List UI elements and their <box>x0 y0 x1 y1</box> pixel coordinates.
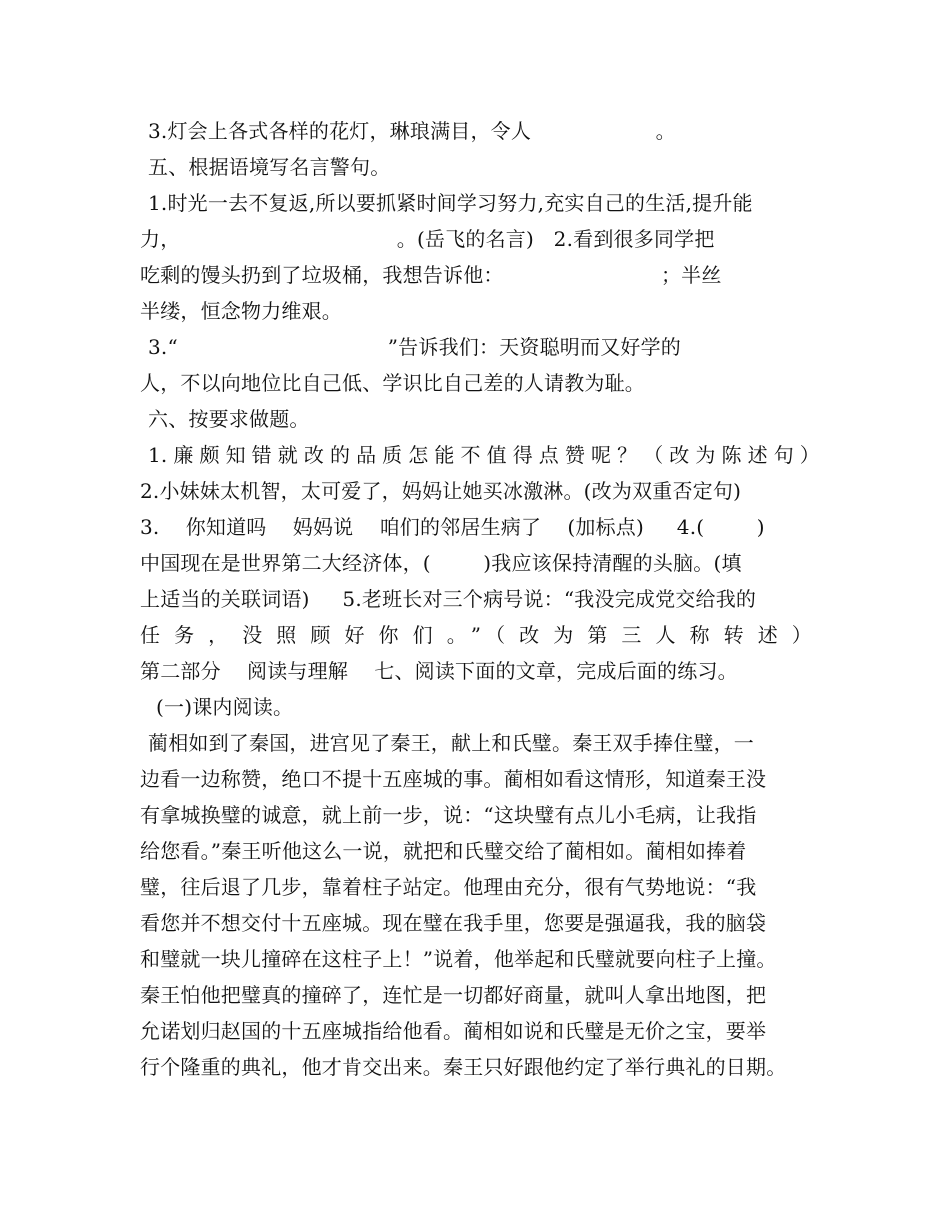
reading-1-heading: (一)课内阅读。 <box>156 695 294 719</box>
passage-line-3: 有拿城换璧的诚意，就上前一步，说：“这块璧有点儿小毛病，让我指 <box>140 803 757 827</box>
q5-item-1: 1.时光一去不复返,所以要抓紧时间学习努力,充实自己的生活,提升能 <box>148 191 753 215</box>
q5-item-3-cont: 人，不以向地位比自己低、学识比自己差的人请教为耻。 <box>140 371 645 395</box>
passage-line-7: 和璧就一块儿撞碎在这柱子上！”说着，他举起和氏璧就要向柱子上撞。 <box>140 947 777 971</box>
q6-item-3-4: 3. 你知道吗 妈妈说 咱们的邻居生病了 (加标点) 4.( ) <box>140 515 765 539</box>
passage-line-2: 边看一边称赞，绝口不提十五座城的事。蔺相如看这情形，知道秦王没 <box>140 767 767 791</box>
q6-item-2: 2.小妹妹太机智，太可爱了，妈妈让她买冰激淋。(改为双重否定句) <box>140 479 742 503</box>
passage-line-8: 秦王怕他把璧真的撞碎了，连忙是一切都好商量，就叫人拿出地图，把 <box>140 983 767 1007</box>
q6-item-5-cont: 任务，没照顾好你们。”（改为第三人称转述） <box>140 623 812 647</box>
q5-item-2-cont: 半缕，恒念物力维艰。 <box>140 299 342 323</box>
passage-line-9: 允诺划归赵国的十五座城指给他看。蔺相如说和氏璧是无价之宝，要举 <box>140 1019 767 1043</box>
section-5-heading: 五、根据语境写名言警句。 <box>148 155 391 179</box>
q4-item-3: 3.灯会上各式各样的花灯，琳琅满目，令人 。 <box>148 119 676 143</box>
passage-line-10: 行个隆重的典礼，他才肯交出来。秦王只好跟他约定了举行典礼的日期。 <box>140 1055 787 1079</box>
q5-item-1-cont: 力， 。(岳飞的名言) 2.看到很多同学把 <box>140 227 715 251</box>
q5-item-3: 3.“ ”告诉我们：天资聪明而又好学的 <box>148 335 681 359</box>
part-2-heading: 第二部分 阅读与理解 七、阅读下面的文章，完成后面的练习。 <box>140 659 738 683</box>
q6-item-1: 1.廉颇知错就改的品质怎能不值得点赞呢？（改为陈述句） <box>148 443 820 467</box>
passage-line-5: 璧，往后退了几步，靠着柱子站定。他理由充分，很有气势地说：“我 <box>140 875 757 899</box>
q5-item-2: 吃剩的馒头扔到了垃圾桶，我想告诉他： ；半丝 <box>140 263 722 287</box>
q6-item-4-cont: 中国现在是世界第二大经济体，( )我应该保持清醒的头脑。(填 <box>140 551 742 575</box>
q6-item-5: 上适当的关联词语) 5.老班长对三个病号说：“我没完成党交给我的 <box>140 587 757 611</box>
section-6-heading: 六、按要求做题。 <box>148 407 310 431</box>
passage-line-6: 看您并不想交付十五座城。现在璧在我手里，您要是强逼我，我的脑袋 <box>140 911 767 935</box>
passage-line-4: 给您看。”秦王听他这么一说，就把和氏璧交给了蔺相如。蔺相如捧着 <box>140 839 747 863</box>
passage-line-1: 蔺相如到了秦国，进宫见了秦王，献上和氏璧。秦王双手捧住璧，一 <box>148 731 754 755</box>
